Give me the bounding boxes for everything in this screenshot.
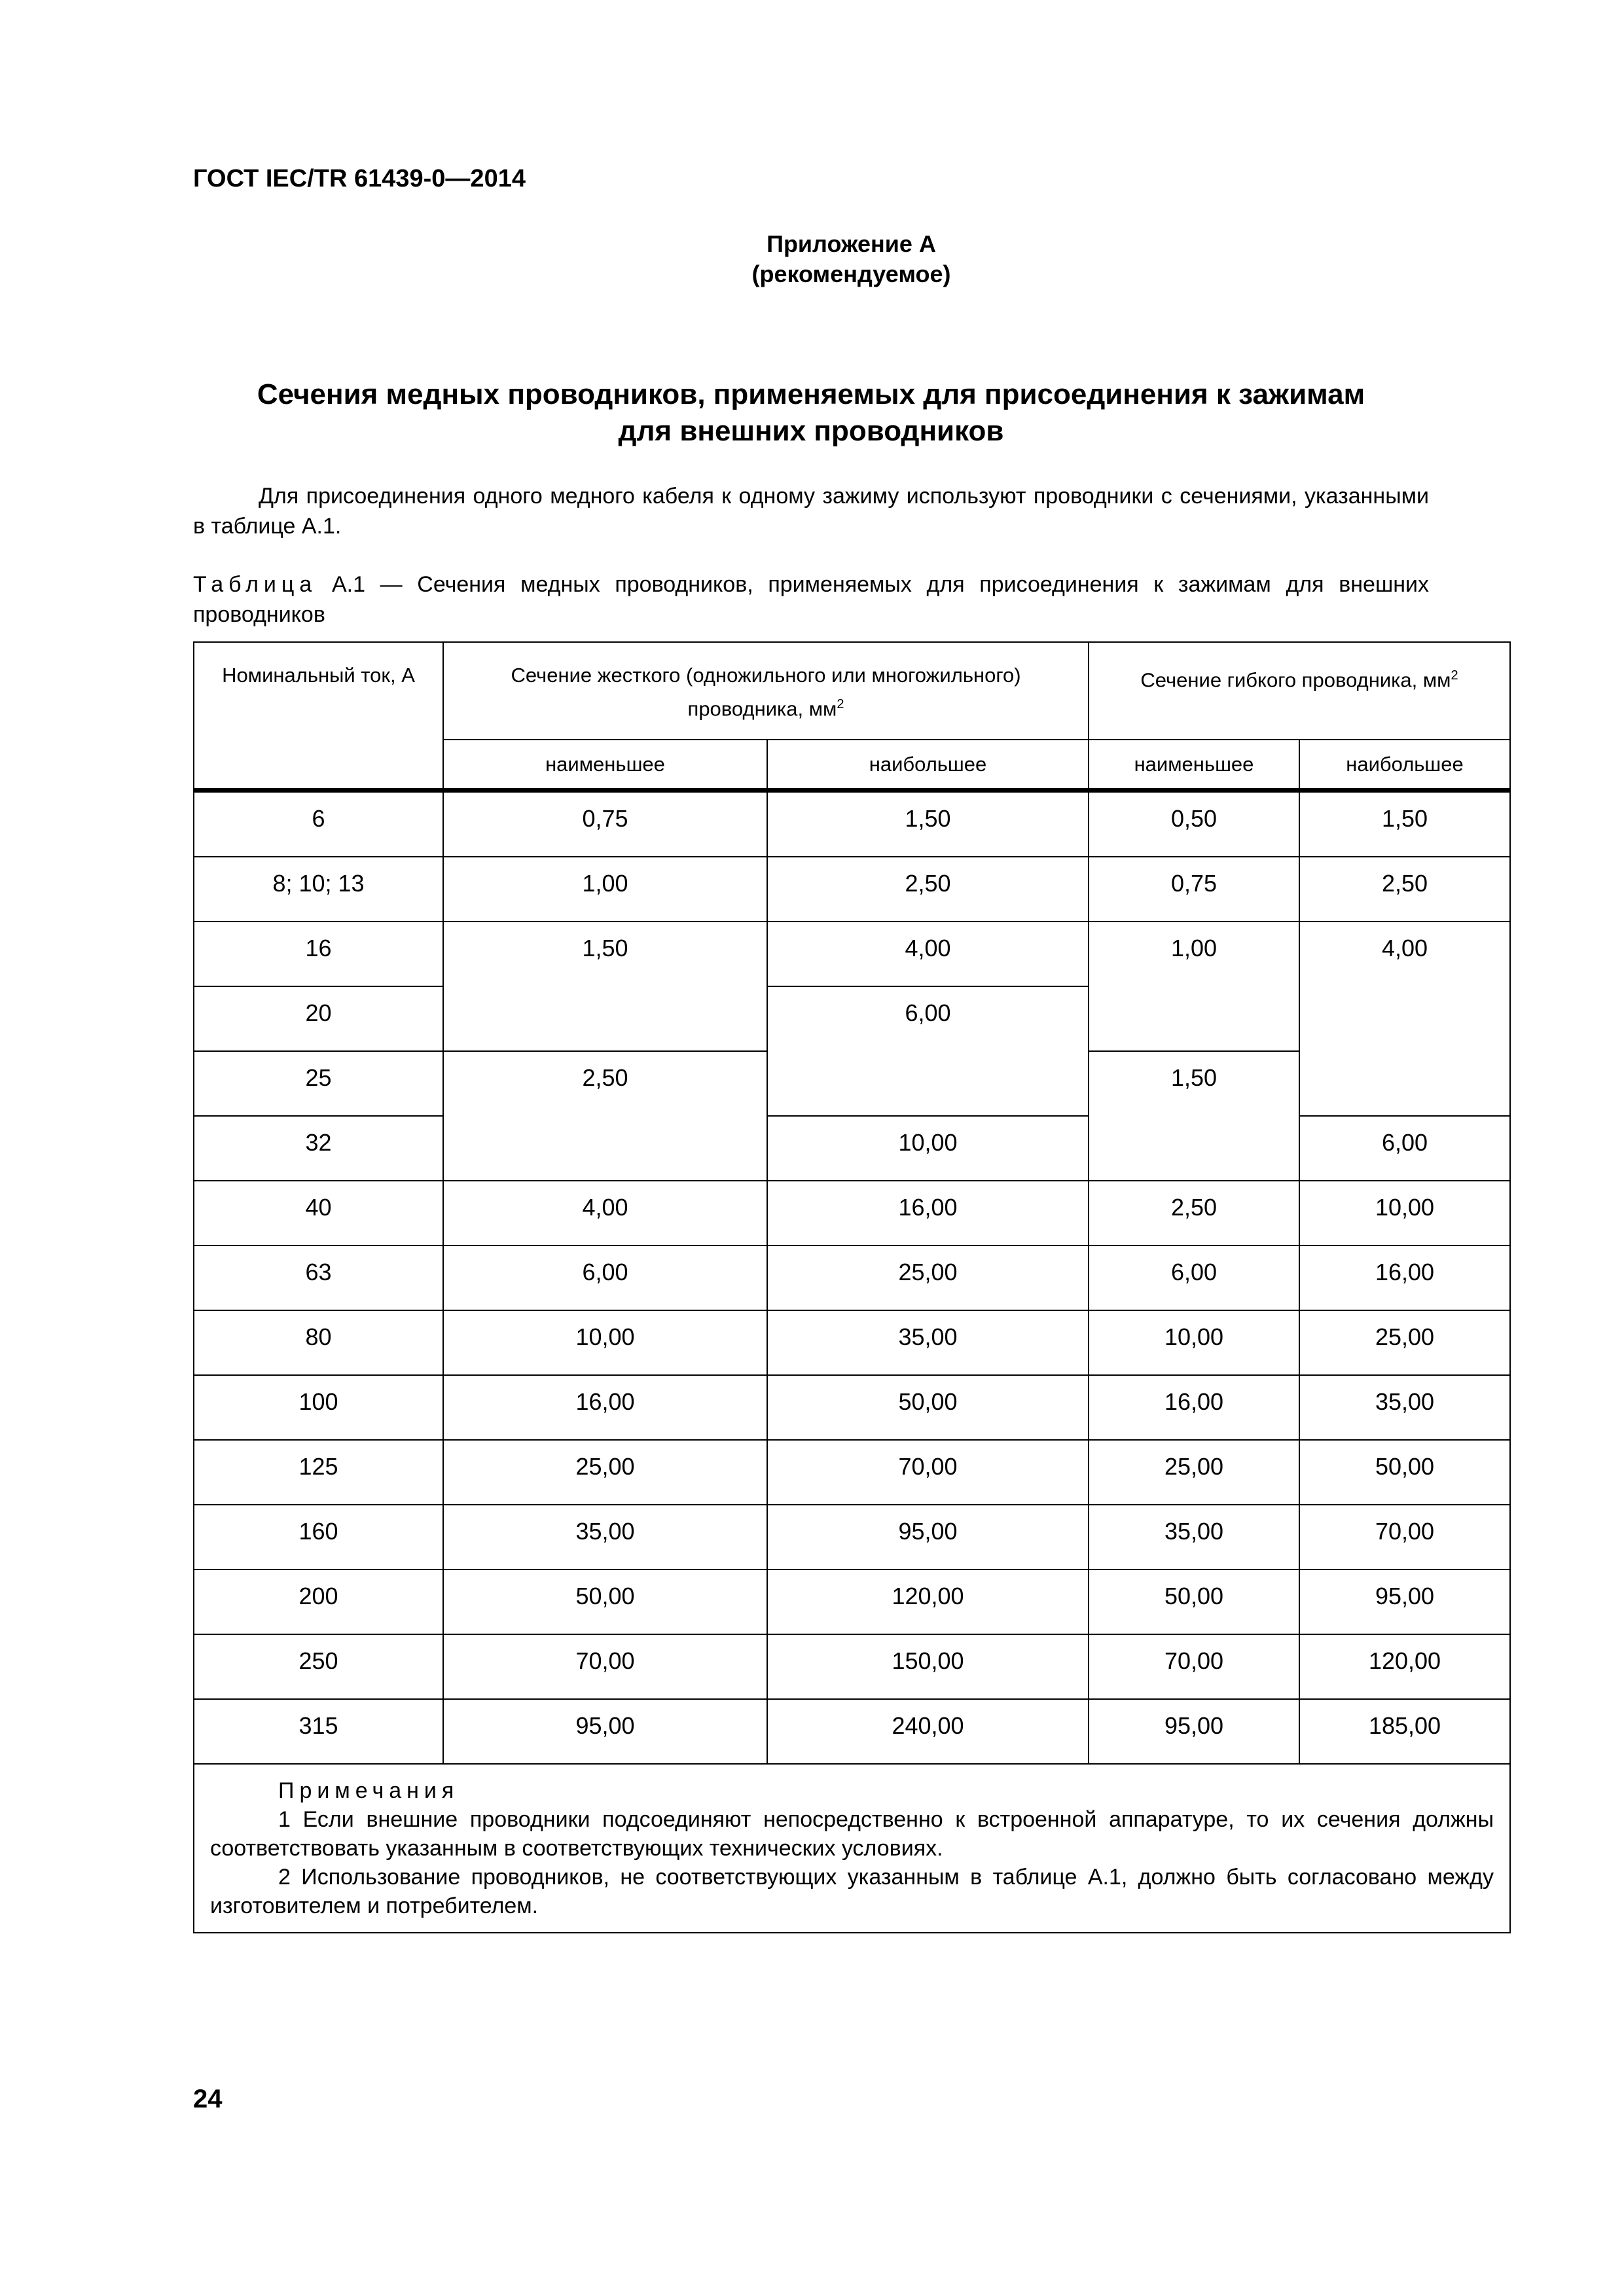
cell-current: 40 [194,1181,443,1246]
table-row [194,1570,1510,1634]
cell-flex-min: 50,00 [1089,1570,1299,1634]
table-header-row [194,642,1510,740]
cell-rigid-min: 4,00 [443,1181,767,1246]
note-2: 2 Использование проводников, не соответствующих указанным в таблице А.1, должно быть согласовано между изготовителем и потребителем. [210,1865,1494,1918]
cell-rigid-min: 16,00 [443,1375,767,1440]
table-notes-row [194,1764,1510,1933]
cell-rigid-max: 6,00 [767,986,1089,1116]
table-row [194,922,1510,986]
cell-rigid-min: 25,00 [443,1440,767,1505]
cell-rigid-max: 240,00 [767,1699,1089,1764]
note-1: 1 Если внешние проводники подсоединяют непосредственно к встроенной аппаратуре, то их сечения должны соответствовать указанным в соответствующих технических условиях. [210,1807,1494,1861]
cell-rigid-min: 35,00 [443,1505,767,1570]
table-row [194,1375,1510,1440]
header-flexible-max: наибольшее [1299,740,1510,791]
cell-flex-min: 10,00 [1089,1310,1299,1375]
cell-rigid-max: 4,00 [767,922,1089,986]
section-title-line2: для внешних проводников [618,415,1004,447]
cell-flex-max: 6,00 [1299,1116,1510,1181]
cell-flex-min: 1,50 [1089,1051,1299,1181]
table-row [194,857,1510,922]
cell-rigid-max: 95,00 [767,1505,1089,1570]
cell-rigid-max: 1,50 [767,791,1089,857]
cell-flex-min: 1,00 [1089,922,1299,1051]
cell-rigid-min: 1,50 [443,922,767,1051]
cell-flex-min: 2,50 [1089,1181,1299,1246]
header-rigid-max: наибольшее [767,740,1089,791]
notes-heading: Примечания [278,1778,460,1803]
cell-current: 315 [194,1699,443,1764]
cell-flex-max: 10,00 [1299,1181,1510,1246]
cell-flex-max: 70,00 [1299,1505,1510,1570]
table-caption [193,569,1429,630]
cell-current: 63 [194,1246,443,1310]
cell-flex-min: 16,00 [1089,1375,1299,1440]
cell-rigid-min: 6,00 [443,1246,767,1310]
cell-flex-max: 35,00 [1299,1375,1510,1440]
page-number: 24 [193,2085,223,2113]
table-row [194,1699,1510,1764]
header-current: Номинальный ток, А [194,642,443,791]
cell-current: 80 [194,1310,443,1375]
cell-current: 200 [194,1570,443,1634]
appendix-heading [0,229,1624,289]
table-caption-prefix: Таблица [193,572,317,597]
cell-rigid-min: 50,00 [443,1570,767,1634]
cell-rigid-max: 25,00 [767,1246,1089,1310]
cell-rigid-max: 16,00 [767,1181,1089,1246]
document-code: ГОСТ IEC/TR 61439-0—2014 [193,165,526,192]
table-row [194,1310,1510,1375]
cell-current: 25 [194,1051,443,1116]
table-row [194,1505,1510,1570]
cell-flex-max: 50,00 [1299,1440,1510,1505]
intro-paragraph: Для присоединения одного медного кабеля к одному зажиму используют проводники с сечениями, указанными в таблице А.1. [193,484,1429,539]
cell-rigid-max: 2,50 [767,857,1089,922]
table-row [194,1634,1510,1699]
cell-rigid-min: 2,50 [443,1051,767,1181]
table-row [194,1246,1510,1310]
table-caption-text: А.1 — Сечения медных проводников, применяемых для присоединения к зажимам для внешних проводников [193,572,1429,627]
appendix-type: (рекомендуемое) [751,260,951,287]
cell-rigid-max: 10,00 [767,1116,1089,1181]
cell-current: 16 [194,922,443,986]
cell-rigid-min: 1,00 [443,857,767,922]
cell-current: 100 [194,1375,443,1440]
cell-flex-max: 95,00 [1299,1570,1510,1634]
header-flexible: Сечение гибкого проводника, $мм^2$ [1089,642,1510,740]
cell-flex-max: 1,50 [1299,791,1510,857]
cell-rigid-max: 70,00 [767,1440,1089,1505]
table-row [194,1440,1510,1505]
cell-rigid-max: 50,00 [767,1375,1089,1440]
cell-current: 8; 10; 13 [194,857,443,922]
table-row [194,791,1510,857]
conductor-table [193,641,1511,1933]
header-rigid: Сечение жесткого (одножильного или многожильного) проводника, $мм^2$ [443,642,1089,740]
cell-flex-min: 35,00 [1089,1505,1299,1570]
cell-flex-max: 16,00 [1299,1246,1510,1310]
table-row [194,1116,1510,1181]
cell-flex-min: 25,00 [1089,1440,1299,1505]
cell-flex-min: 70,00 [1089,1634,1299,1699]
cell-current: 20 [194,986,443,1051]
header-rigid-min: наименьшее [443,740,767,791]
cell-current: 6 [194,791,443,857]
cell-rigid-max: 35,00 [767,1310,1089,1375]
cell-flex-max: 4,00 [1299,922,1510,1116]
cell-flex-min: 6,00 [1089,1246,1299,1310]
cell-rigid-min: 0,75 [443,791,767,857]
cell-rigid-min: 95,00 [443,1699,767,1764]
cell-rigid-max: 120,00 [767,1570,1089,1634]
table-row [194,1181,1510,1246]
cell-flex-min: 0,50 [1089,791,1299,857]
cell-flex-min: 95,00 [1089,1699,1299,1764]
appendix-label: Приложение А [767,230,936,257]
header-flexible-min: наименьшее [1089,740,1299,791]
cell-rigid-max: 150,00 [767,1634,1089,1699]
section-title-line1: Сечения медных проводников, применяемых для присоединения к зажимам [257,378,1365,410]
cell-flex-max: 25,00 [1299,1310,1510,1375]
cell-flex-max: 2,50 [1299,857,1510,922]
cell-flex-min: 0,75 [1089,857,1299,922]
cell-current: 125 [194,1440,443,1505]
cell-rigid-min: 70,00 [443,1634,767,1699]
section-title [193,376,1429,450]
cell-current: 32 [194,1116,443,1181]
cell-flex-max: 120,00 [1299,1634,1510,1699]
cell-flex-max: 185,00 [1299,1699,1510,1764]
table-notes [194,1764,1510,1933]
cell-current: 160 [194,1505,443,1570]
cell-rigid-min: 10,00 [443,1310,767,1375]
cell-current: 250 [194,1634,443,1699]
